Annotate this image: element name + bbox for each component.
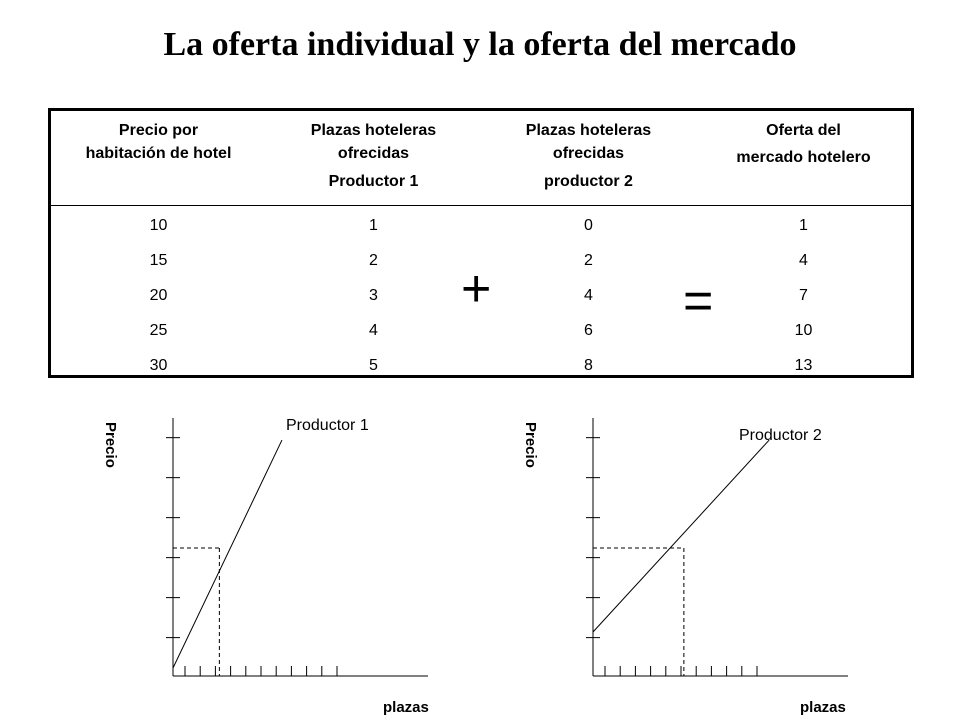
header-line: Plazas hoteleras bbox=[525, 122, 652, 139]
table-cell: 25 bbox=[149, 322, 168, 339]
header-line: Productor 1 bbox=[328, 173, 419, 190]
chart-productor-1 bbox=[80, 400, 460, 720]
table-cell: 15 bbox=[149, 252, 168, 269]
table-cell: 8 bbox=[584, 357, 593, 374]
table-cell: 1 bbox=[369, 217, 378, 234]
supply-line bbox=[173, 440, 282, 668]
column-productor1 bbox=[266, 208, 481, 383]
header-line: Precio por bbox=[118, 122, 199, 139]
table-cell: 10 bbox=[794, 322, 813, 339]
chart-productor-2 bbox=[500, 400, 880, 720]
equals-sign: = bbox=[683, 272, 714, 330]
header-productor2 bbox=[481, 119, 696, 211]
table-cell: 10 bbox=[149, 217, 168, 234]
page-title: La oferta individual y la oferta del mercado bbox=[163, 26, 797, 63]
table-cell: 1 bbox=[799, 217, 808, 234]
supply-table bbox=[48, 108, 914, 378]
y-axis-label: Precio bbox=[102, 422, 119, 468]
chart-title: Productor 2 bbox=[739, 427, 822, 444]
header-line: mercado hotelero bbox=[736, 149, 871, 166]
header-line: ofrecidas bbox=[552, 145, 625, 162]
header-line: Oferta del bbox=[766, 122, 841, 139]
column-productor2 bbox=[481, 208, 696, 383]
table-cell: 2 bbox=[369, 252, 378, 269]
table-cell: 4 bbox=[369, 322, 378, 339]
header-divider bbox=[51, 205, 911, 206]
header-line: productor 2 bbox=[544, 173, 633, 190]
table-cell: 2 bbox=[584, 252, 593, 269]
table-cell: 7 bbox=[799, 287, 808, 304]
table-cell: 4 bbox=[799, 252, 808, 269]
chart-title: Productor 1 bbox=[286, 417, 369, 434]
table-cell: 20 bbox=[149, 287, 168, 304]
supply-line bbox=[593, 440, 769, 632]
x-axis-label: plazas bbox=[800, 699, 846, 716]
x-axis-label: plazas bbox=[383, 699, 429, 716]
y-axis-label: Precio bbox=[522, 422, 539, 468]
header-line: ofrecidas bbox=[337, 145, 410, 162]
header-mercado bbox=[696, 119, 911, 211]
table-cell: 30 bbox=[149, 357, 168, 374]
table-cell: 6 bbox=[584, 322, 593, 339]
plus-sign: + bbox=[461, 260, 492, 318]
header-productor1 bbox=[266, 119, 481, 211]
table-cell: 3 bbox=[369, 287, 378, 304]
column-precio bbox=[51, 208, 266, 383]
header-line: habitación de hotel bbox=[85, 145, 232, 162]
table-cell: 4 bbox=[584, 287, 593, 304]
column-mercado bbox=[696, 208, 911, 383]
table-cell: 0 bbox=[584, 217, 593, 234]
table-cell: 13 bbox=[794, 357, 813, 374]
header-line: Plazas hoteleras bbox=[310, 122, 437, 139]
header-precio bbox=[51, 119, 266, 211]
table-cell: 5 bbox=[369, 357, 378, 374]
